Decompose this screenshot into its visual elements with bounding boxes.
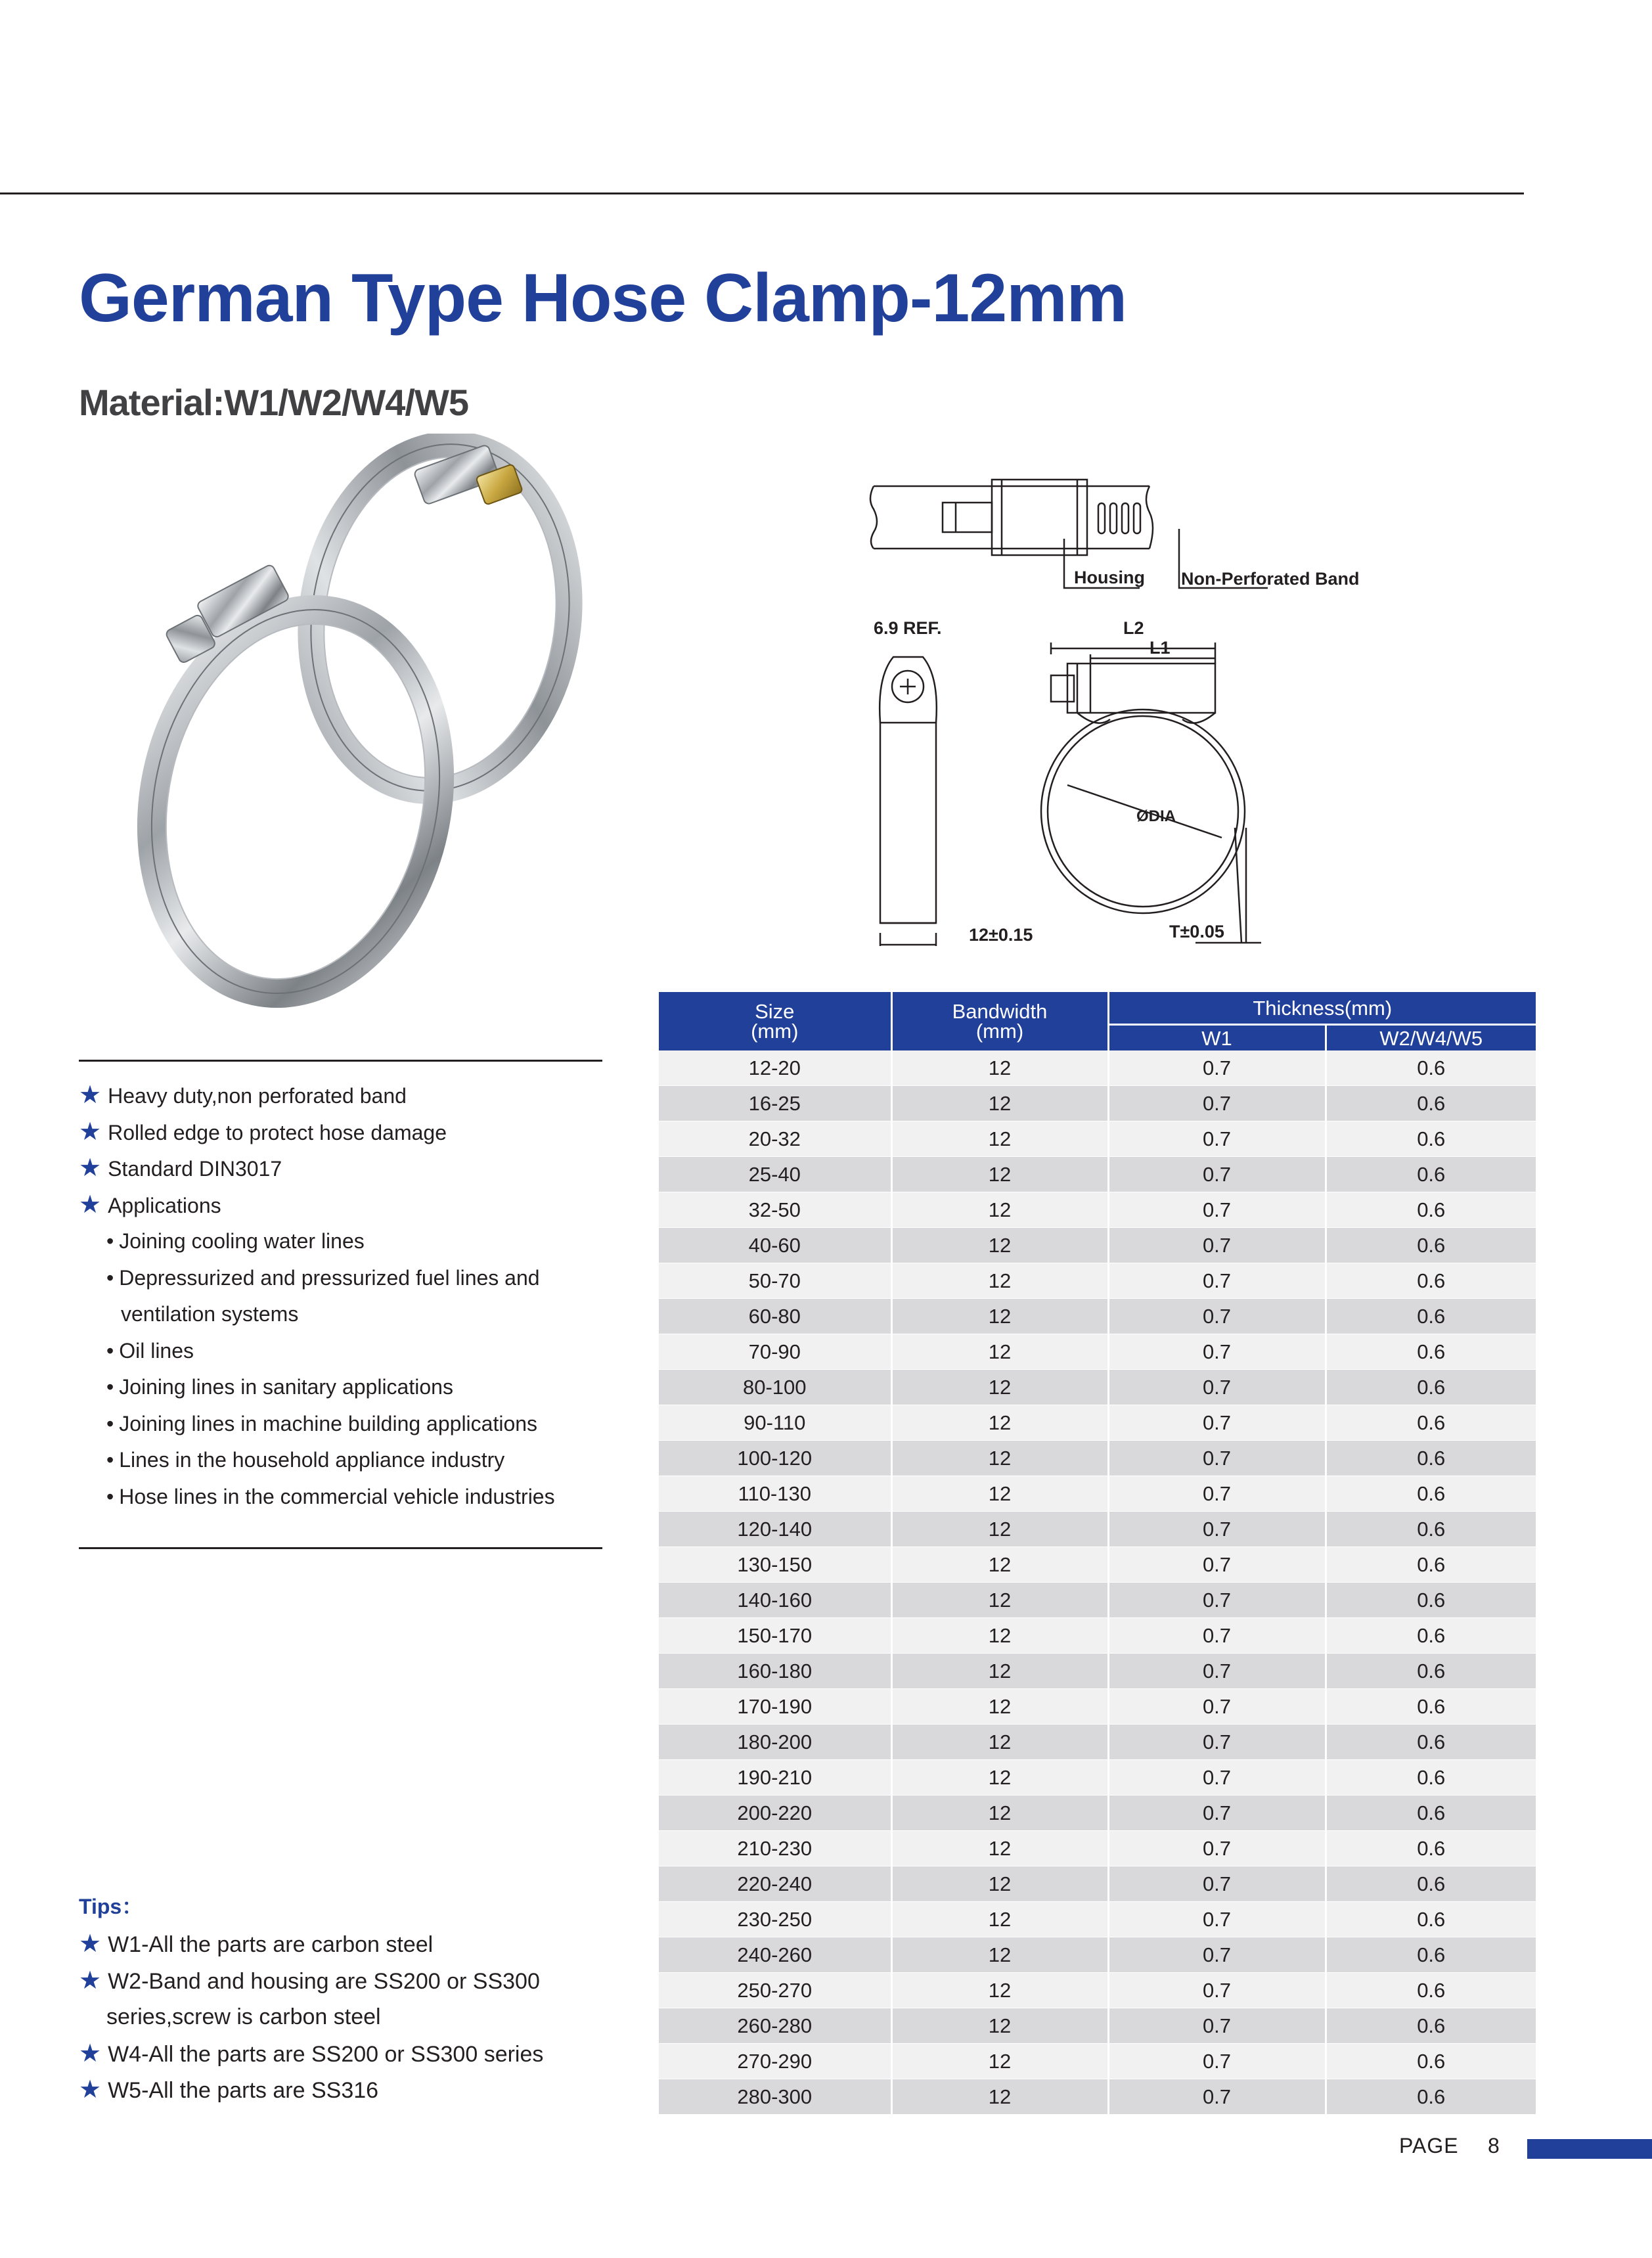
application-item: • Depressurized and pressurized fuel lines and xyxy=(106,1265,540,1290)
application-item: • Joining lines in machine building applications xyxy=(106,1411,538,1435)
bandwidth-cell: 12 xyxy=(891,1228,1108,1263)
w1-thickness-cell: 0.7 xyxy=(1108,1937,1326,1973)
table-row xyxy=(659,1370,1536,1405)
w1-thickness-cell: 0.7 xyxy=(1108,1689,1326,1725)
star-icon: ★ xyxy=(79,2076,102,2104)
bandwidth-cell: 12 xyxy=(891,2079,1108,2115)
size-cell: 140-160 xyxy=(659,1583,891,1618)
table-row xyxy=(659,2044,1536,2079)
features-top-rule xyxy=(79,1060,602,1062)
w2-thickness-cell: 0.6 xyxy=(1326,1334,1536,1370)
w2-thickness-cell: 0.6 xyxy=(1326,1263,1536,1299)
tips-section xyxy=(79,1887,604,2109)
w1-thickness-cell: 0.7 xyxy=(1108,1192,1326,1228)
table-row xyxy=(659,1795,1536,1831)
star-icon: ★ xyxy=(79,1081,102,1109)
bullet-icon: • xyxy=(106,1411,114,1435)
w1-thickness-cell: 0.7 xyxy=(1108,1334,1326,1370)
w2-thickness-cell: 0.6 xyxy=(1326,1902,1536,1937)
w1-thickness-cell: 0.7 xyxy=(1108,1228,1326,1263)
w2-thickness-cell: 0.6 xyxy=(1326,1760,1536,1795)
table-row xyxy=(659,1334,1536,1370)
tip-item: ★ W1-All the parts are carbon steel xyxy=(79,1930,434,1958)
w1-thickness-cell: 0.7 xyxy=(1108,1086,1326,1121)
bandwidth-cell: 12 xyxy=(891,1299,1108,1334)
w1-thickness-cell: 0.7 xyxy=(1108,1583,1326,1618)
w1-thickness-cell: 0.7 xyxy=(1108,1725,1326,1760)
dia-label: ØDIA xyxy=(1136,807,1176,825)
col-header-size: Size (mm) xyxy=(659,992,891,1050)
size-cell: 110-130 xyxy=(659,1476,891,1512)
table-row xyxy=(659,1157,1536,1192)
col-header-bandwidth: Bandwidth (mm) xyxy=(891,992,1108,1050)
page-title: German Type Hose Clamp-12mm xyxy=(79,260,1127,336)
w1-thickness-cell: 0.7 xyxy=(1108,1654,1326,1689)
col-header-thickness: Thickness(mm) xyxy=(1108,992,1536,1025)
star-icon: ★ xyxy=(79,1966,102,1995)
w2-thickness-cell: 0.6 xyxy=(1326,1795,1536,1831)
size-cell: 20-32 xyxy=(659,1121,891,1157)
w2-thickness-cell: 0.6 xyxy=(1326,2044,1536,2079)
w1-thickness-cell: 0.7 xyxy=(1108,1512,1326,1547)
w2-thickness-cell: 0.6 xyxy=(1326,1086,1536,1121)
size-cell: 150-170 xyxy=(659,1618,891,1654)
table-row xyxy=(659,1299,1536,1334)
bandwidth-cell: 12 xyxy=(891,1795,1108,1831)
col-header-w1: W1 xyxy=(1108,1025,1326,1051)
size-cell: 260-280 xyxy=(659,2008,891,2044)
star-icon: ★ xyxy=(79,1154,102,1182)
size-cell: 120-140 xyxy=(659,1512,891,1547)
w1-thickness-cell: 0.7 xyxy=(1108,1866,1326,1902)
w1-thickness-cell: 0.7 xyxy=(1108,1370,1326,1405)
w1-thickness-cell: 0.7 xyxy=(1108,1299,1326,1334)
bandwidth-cell: 12 xyxy=(891,1902,1108,1937)
bullet-icon: • xyxy=(106,1338,114,1363)
bandwidth-cell: 12 xyxy=(891,2044,1108,2079)
size-cell: 250-270 xyxy=(659,1973,891,2008)
size-cell: 50-70 xyxy=(659,1263,891,1299)
size-cell: 25-40 xyxy=(659,1157,891,1192)
width-label: 12±0.15 xyxy=(969,925,1033,945)
bandwidth-cell: 12 xyxy=(891,1618,1108,1654)
w1-thickness-cell: 0.7 xyxy=(1108,1618,1326,1654)
table-row xyxy=(659,2079,1536,2115)
ref-label: 6.9 REF. xyxy=(874,618,942,638)
size-cell: 70-90 xyxy=(659,1334,891,1370)
w2-thickness-cell: 0.6 xyxy=(1326,1866,1536,1902)
bandwidth-cell: 12 xyxy=(891,1547,1108,1583)
top-rule xyxy=(0,192,1524,194)
w2-thickness-cell: 0.6 xyxy=(1326,1228,1536,1263)
w1-thickness-cell: 0.7 xyxy=(1108,1405,1326,1441)
w2-thickness-cell: 0.6 xyxy=(1326,1725,1536,1760)
size-cell: 100-120 xyxy=(659,1441,891,1476)
table-row xyxy=(659,1583,1536,1618)
material-subtitle: Material:W1/W2/W4/W5 xyxy=(79,382,468,423)
feature-item: ★ Applications xyxy=(79,1190,221,1219)
bandwidth-cell: 12 xyxy=(891,1760,1108,1795)
table-row xyxy=(659,1725,1536,1760)
bandwidth-cell: 12 xyxy=(891,1973,1108,2008)
bandwidth-cell: 12 xyxy=(891,1192,1108,1228)
bandwidth-cell: 12 xyxy=(891,1476,1108,1512)
bandwidth-cell: 12 xyxy=(891,1831,1108,1866)
table-row xyxy=(659,1405,1536,1441)
size-cell: 190-210 xyxy=(659,1760,891,1795)
page-accent-bar xyxy=(1527,2139,1652,2159)
w1-thickness-cell: 0.7 xyxy=(1108,1050,1326,1086)
w2-thickness-cell: 0.6 xyxy=(1326,1405,1536,1441)
table-row xyxy=(659,1121,1536,1157)
w2-thickness-cell: 0.6 xyxy=(1326,1618,1536,1654)
size-cell: 90-110 xyxy=(659,1405,891,1441)
w2-thickness-cell: 0.6 xyxy=(1326,1547,1536,1583)
w2-thickness-cell: 0.6 xyxy=(1326,2079,1536,2115)
tip-item: ★ W5-All the parts are SS316 xyxy=(79,2076,379,2104)
hose-clamp-photo xyxy=(99,434,617,1025)
size-cell: 200-220 xyxy=(659,1795,891,1831)
application-item: • Joining lines in sanitary applications xyxy=(106,1375,453,1399)
w1-thickness-cell: 0.7 xyxy=(1108,2044,1326,2079)
bandwidth-cell: 12 xyxy=(891,1866,1108,1902)
size-cell: 220-240 xyxy=(659,1866,891,1902)
bandwidth-cell: 12 xyxy=(891,1086,1108,1121)
tip-item-continuation: series,screw is carbon steel xyxy=(106,2004,381,2029)
thickness-label: T±0.05 xyxy=(1169,922,1224,941)
bandwidth-cell: 12 xyxy=(891,1441,1108,1476)
size-cell: 180-200 xyxy=(659,1725,891,1760)
w1-thickness-cell: 0.7 xyxy=(1108,2008,1326,2044)
w1-thickness-cell: 0.7 xyxy=(1108,1157,1326,1192)
table-row xyxy=(659,1866,1536,1902)
w2-thickness-cell: 0.6 xyxy=(1326,1831,1536,1866)
size-cell: 230-250 xyxy=(659,1902,891,1937)
table-row xyxy=(659,2008,1536,2044)
table-row xyxy=(659,1760,1536,1795)
size-cell: 280-300 xyxy=(659,2079,891,2115)
w2-thickness-cell: 0.6 xyxy=(1326,1157,1536,1192)
table-row xyxy=(659,1192,1536,1228)
w2-thickness-cell: 0.6 xyxy=(1326,1973,1536,2008)
tip-item: ★ W2-Band and housing are SS200 or SS300 xyxy=(79,1966,540,1995)
bullet-icon: • xyxy=(106,1375,114,1399)
table-row xyxy=(659,1831,1536,1866)
bandwidth-cell: 12 xyxy=(891,1121,1108,1157)
tip-item: ★ W4-All the parts are SS200 or SS300 series xyxy=(79,2039,544,2067)
bandwidth-cell: 12 xyxy=(891,1157,1108,1192)
page-label: PAGE xyxy=(1399,2134,1459,2157)
w1-thickness-cell: 0.7 xyxy=(1108,1902,1326,1937)
w2-thickness-cell: 0.6 xyxy=(1326,1512,1536,1547)
bullet-icon: • xyxy=(106,1484,114,1508)
bandwidth-cell: 12 xyxy=(891,1405,1108,1441)
table-row xyxy=(659,1654,1536,1689)
application-item: • Lines in the household appliance industry xyxy=(106,1448,505,1472)
bandwidth-cell: 12 xyxy=(891,1583,1108,1618)
l1-label: L1 xyxy=(1150,638,1171,658)
w1-thickness-cell: 0.7 xyxy=(1108,1760,1326,1795)
table-row xyxy=(659,1441,1536,1476)
w1-thickness-cell: 0.7 xyxy=(1108,1831,1326,1866)
table-row xyxy=(659,1476,1536,1512)
band-slots xyxy=(1098,503,1140,533)
w2-thickness-cell: 0.6 xyxy=(1326,1654,1536,1689)
features-list xyxy=(79,1077,604,1515)
spec-table xyxy=(659,992,1536,2115)
size-cell: 40-60 xyxy=(659,1228,891,1263)
col-header-w2: W2/W4/W5 xyxy=(1326,1025,1536,1051)
star-icon: ★ xyxy=(79,1118,102,1146)
spec-table-body xyxy=(659,1050,1536,2115)
star-icon: ★ xyxy=(79,2039,102,2067)
bandwidth-cell: 12 xyxy=(891,1050,1108,1086)
size-cell: 210-230 xyxy=(659,1831,891,1866)
table-row xyxy=(659,1263,1536,1299)
size-cell: 130-150 xyxy=(659,1547,891,1583)
tips-title: Tips： xyxy=(79,1895,143,1918)
size-cell: 160-180 xyxy=(659,1654,891,1689)
bandwidth-cell: 12 xyxy=(891,1725,1108,1760)
w2-thickness-cell: 0.6 xyxy=(1326,1441,1536,1476)
w2-thickness-cell: 0.6 xyxy=(1326,1192,1536,1228)
size-cell: 32-50 xyxy=(659,1192,891,1228)
size-cell: 60-80 xyxy=(659,1299,891,1334)
feature-item: ★ Heavy duty,non perforated band xyxy=(79,1081,407,1109)
table-row xyxy=(659,1689,1536,1725)
size-cell: 12-20 xyxy=(659,1050,891,1086)
page-number: 8 xyxy=(1488,2134,1500,2157)
w1-thickness-cell: 0.7 xyxy=(1108,1441,1326,1476)
w1-thickness-cell: 0.7 xyxy=(1108,1476,1326,1512)
bullet-icon: • xyxy=(106,1448,114,1472)
w2-thickness-cell: 0.6 xyxy=(1326,1121,1536,1157)
bandwidth-cell: 12 xyxy=(891,1512,1108,1547)
table-row xyxy=(659,1050,1536,1086)
size-cell: 170-190 xyxy=(659,1689,891,1725)
size-cell: 270-290 xyxy=(659,2044,891,2079)
w2-thickness-cell: 0.6 xyxy=(1326,1050,1536,1086)
bandwidth-cell: 12 xyxy=(891,1370,1108,1405)
table-row xyxy=(659,1228,1536,1263)
w2-thickness-cell: 0.6 xyxy=(1326,1937,1536,1973)
table-row xyxy=(659,1086,1536,1121)
table-row xyxy=(659,1512,1536,1547)
table-row xyxy=(659,1618,1536,1654)
w1-thickness-cell: 0.7 xyxy=(1108,1263,1326,1299)
star-icon: ★ xyxy=(79,1930,102,1958)
w1-thickness-cell: 0.7 xyxy=(1108,1121,1326,1157)
bandwidth-cell: 12 xyxy=(891,1334,1108,1370)
bandwidth-cell: 12 xyxy=(891,1654,1108,1689)
w2-thickness-cell: 0.6 xyxy=(1326,1689,1536,1725)
table-row xyxy=(659,1937,1536,1973)
bandwidth-cell: 12 xyxy=(891,1937,1108,1973)
table-row xyxy=(659,1902,1536,1937)
size-cell: 240-260 xyxy=(659,1937,891,1973)
bullet-icon: • xyxy=(106,1265,114,1290)
bandwidth-cell: 12 xyxy=(891,1689,1108,1725)
features-bottom-rule xyxy=(79,1547,602,1549)
application-item: • Oil lines xyxy=(106,1338,194,1363)
technical-drawing xyxy=(854,460,1379,959)
w1-thickness-cell: 0.7 xyxy=(1108,1973,1326,2008)
bandwidth-cell: 12 xyxy=(891,2008,1108,2044)
w2-thickness-cell: 0.6 xyxy=(1326,2008,1536,2044)
w1-thickness-cell: 0.7 xyxy=(1108,1795,1326,1831)
w2-thickness-cell: 0.6 xyxy=(1326,1370,1536,1405)
feature-item: ★ Rolled edge to protect hose damage xyxy=(79,1118,447,1146)
w2-thickness-cell: 0.6 xyxy=(1326,1299,1536,1334)
housing-label: Housing xyxy=(1074,568,1145,587)
w2-thickness-cell: 0.6 xyxy=(1326,1476,1536,1512)
l2-label: L2 xyxy=(1123,618,1144,638)
application-item: • Joining cooling water lines xyxy=(106,1229,365,1253)
table-row xyxy=(659,1547,1536,1583)
star-icon: ★ xyxy=(79,1190,102,1219)
bandwidth-cell: 12 xyxy=(891,1263,1108,1299)
table-row xyxy=(659,1973,1536,2008)
feature-item: ★ Standard DIN3017 xyxy=(79,1154,282,1182)
band-label: Non-Perforated Band xyxy=(1181,569,1360,589)
w2-thickness-cell: 0.6 xyxy=(1326,1583,1536,1618)
application-item: • Hose lines in the commercial vehicle industries xyxy=(106,1484,555,1508)
size-cell: 80-100 xyxy=(659,1370,891,1405)
application-item-continuation: ventilation systems xyxy=(121,1302,299,1326)
bullet-icon: • xyxy=(106,1229,114,1253)
w1-thickness-cell: 0.7 xyxy=(1108,1547,1326,1583)
w1-thickness-cell: 0.7 xyxy=(1108,2079,1326,2115)
size-cell: 16-25 xyxy=(659,1086,891,1121)
